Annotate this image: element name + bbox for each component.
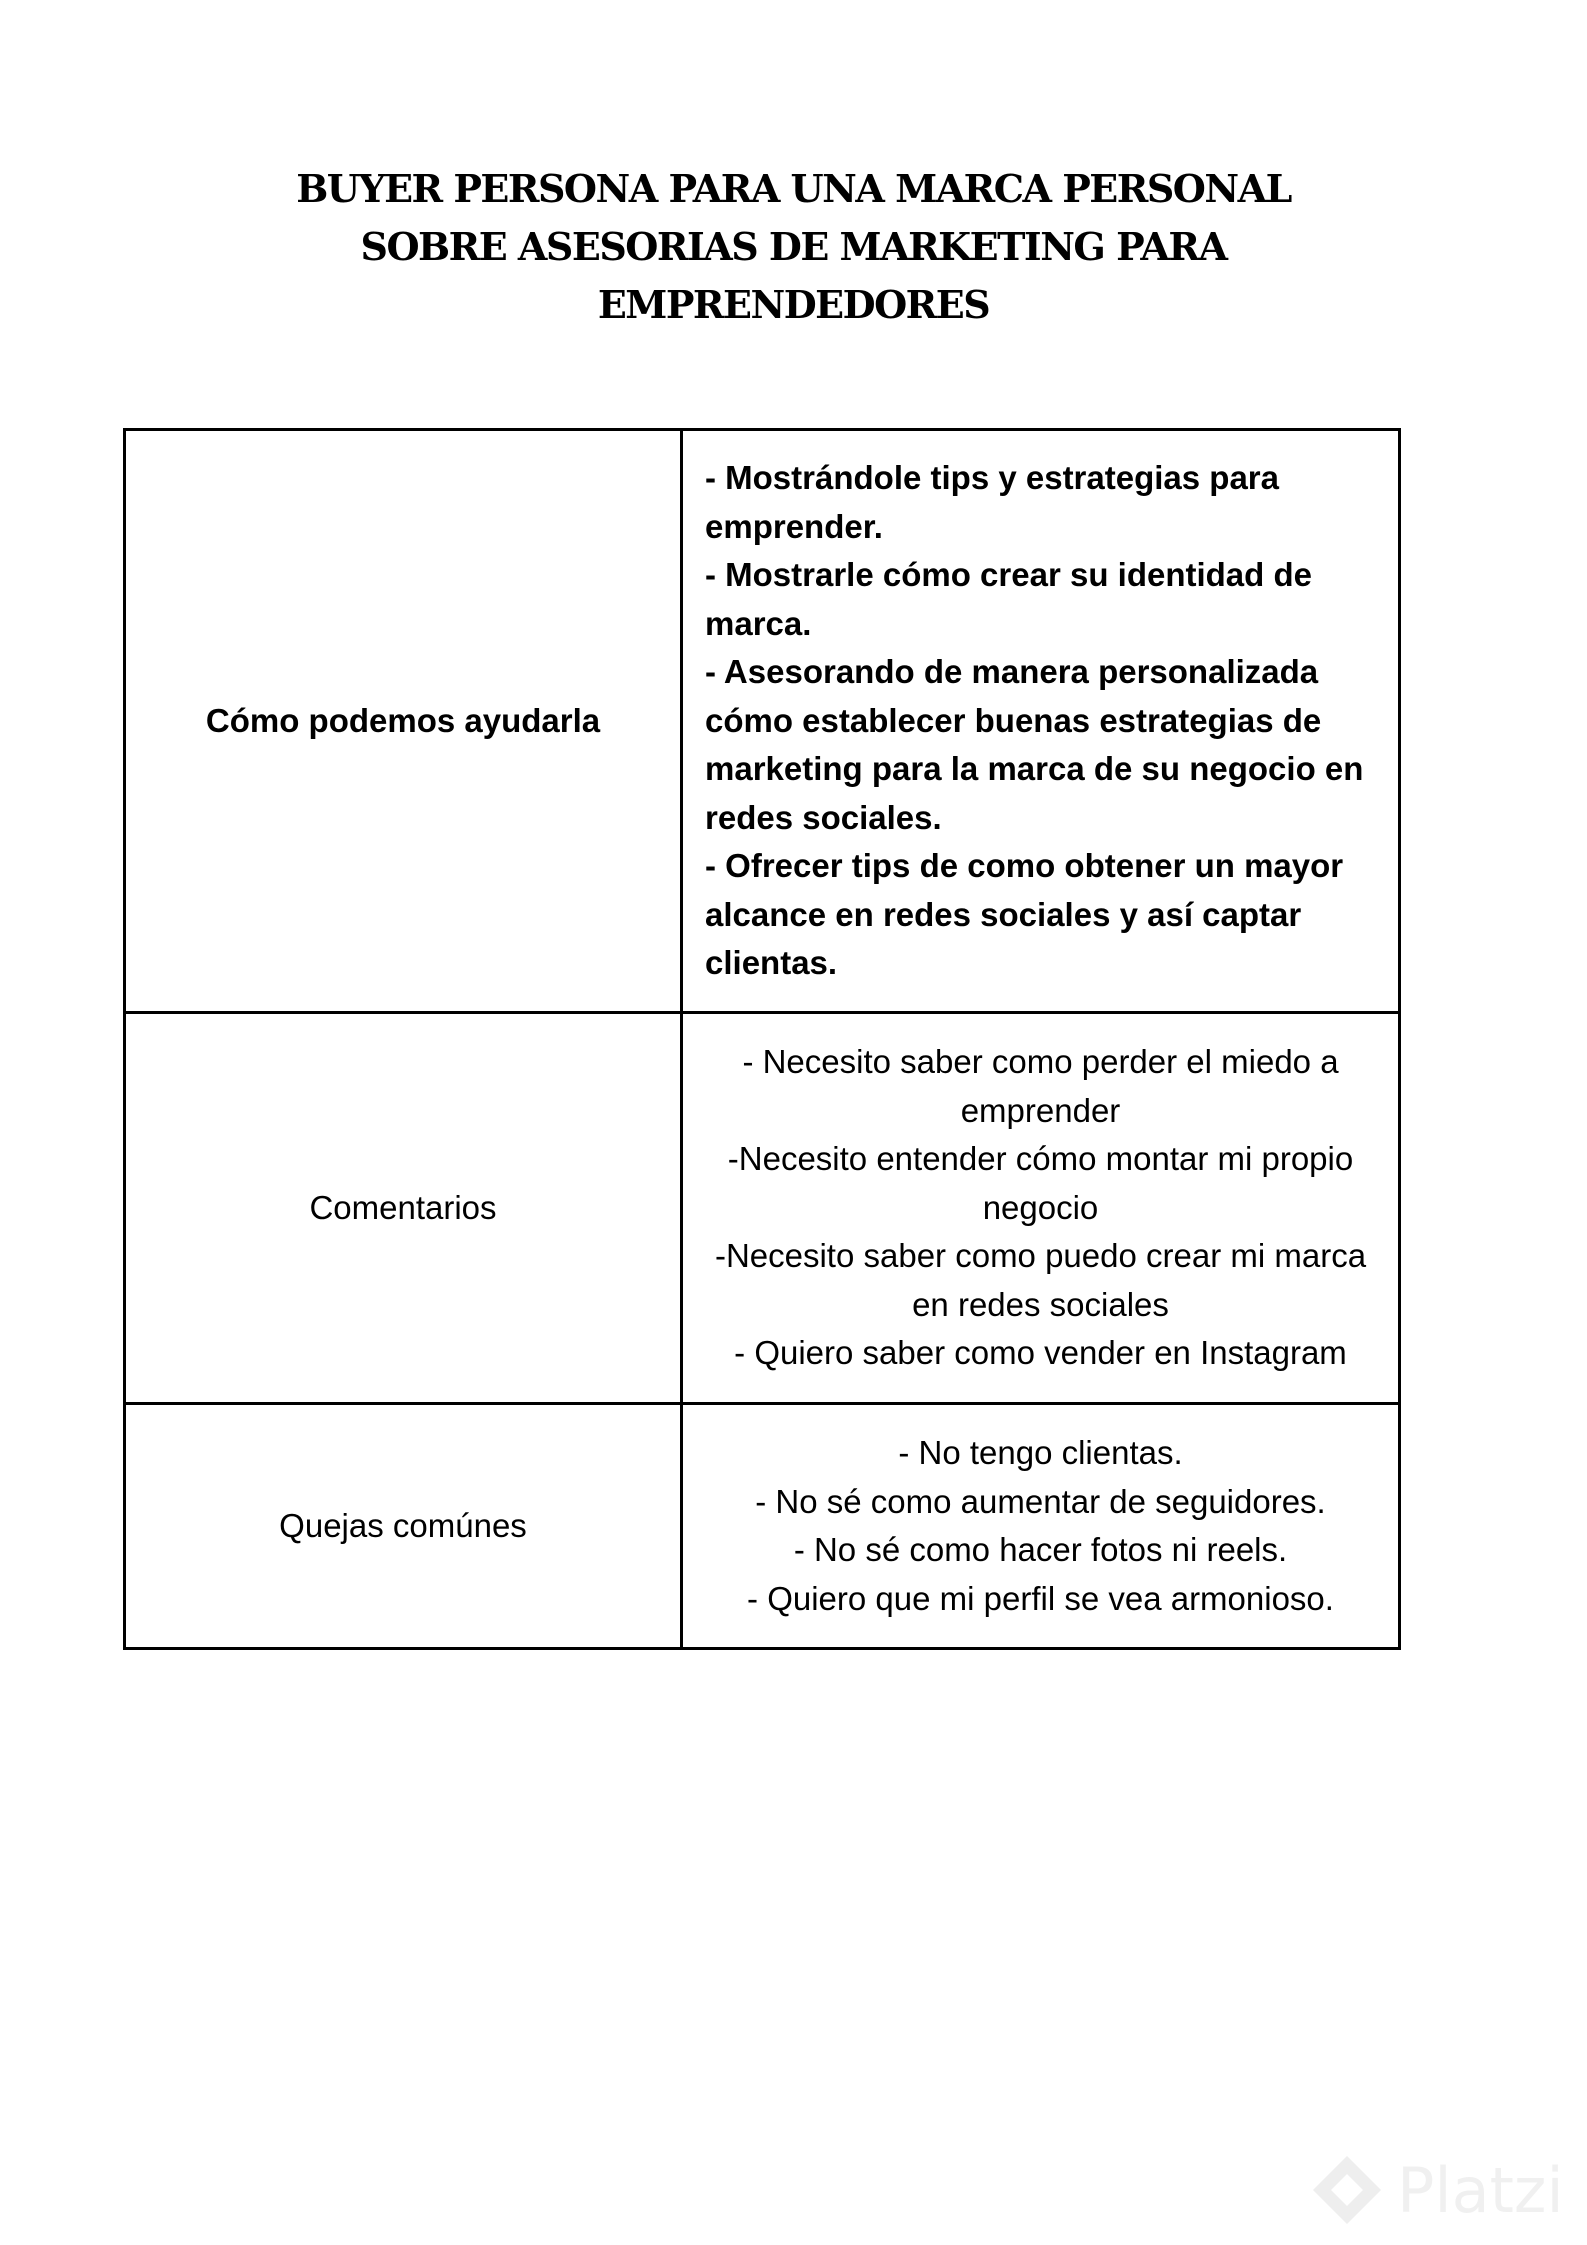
row-label-como-podemos-ayudarla: Cómo podemos ayudarla <box>125 430 682 1013</box>
buyer-persona-table <box>123 428 1401 1650</box>
row-label-comentarios: Comentarios <box>125 1013 682 1404</box>
content-line: - Asesorando de manera personalizada <box>705 653 1319 691</box>
content-line: alcance en redes sociales y así captar <box>705 895 1302 933</box>
content-line: - Necesito saber como perder el miedo a <box>742 1043 1339 1081</box>
content-line: - Ofrecer tips de como obtener un mayor <box>705 847 1344 885</box>
content-line: -Necesito entender cómo montar mi propio <box>727 1140 1354 1178</box>
content-line: cómo establecer buenas estrategias de <box>705 701 1322 739</box>
content-line: emprender. <box>705 507 883 545</box>
content-line: - Mostrarle cómo crear su identidad de <box>705 556 1312 594</box>
platzi-logo-icon <box>1307 2150 1387 2230</box>
title-line: EMPRENDEDORES <box>597 282 990 327</box>
content-line: - No sé como hacer fotos ni reels. <box>793 1531 1288 1568</box>
row-content-quejas-comunes <box>682 1404 1400 1649</box>
content-line: - Quiero que mi perfil se vea armonioso. <box>747 1579 1334 1617</box>
table-row <box>125 1013 1400 1404</box>
content-line: -Necesito saber como puedo crear mi marca <box>714 1237 1367 1275</box>
content-line: - Quiero saber como vender en Instagram <box>734 1334 1347 1372</box>
title-line: BUYER PERSONA PARA UNA MARCA PERSONAL <box>296 166 1291 211</box>
table-row <box>125 430 1400 1013</box>
content-line: - No sé como aumentar de seguidores. <box>755 1482 1326 1520</box>
content-line: redes sociales. <box>705 798 942 836</box>
title-line: SOBRE ASESORIAS DE MARKETING PARA <box>360 224 1227 269</box>
platzi-watermark <box>1307 2135 1587 2245</box>
row-content-comentarios <box>682 1013 1400 1404</box>
content-line: - No tengo clientas. <box>898 1434 1183 1471</box>
content-line: marketing para la marca de su negocio en <box>705 750 1364 788</box>
row-label-quejas-comunes: Quejas comúnes <box>125 1404 682 1649</box>
content-line: emprender <box>960 1091 1121 1129</box>
content-line: - Mostrándole tips y estrategias para <box>705 459 1280 497</box>
content-line: negocio <box>982 1188 1099 1226</box>
content-line: clientas. <box>705 944 838 982</box>
watermark-text: Platzi <box>1397 2153 1564 2227</box>
content-line: en redes sociales <box>912 1285 1169 1323</box>
content-line: marca. <box>705 604 812 642</box>
row-content-como-podemos-ayudarla <box>682 430 1400 1013</box>
page-title <box>0 160 1587 334</box>
table-row <box>125 1404 1400 1649</box>
